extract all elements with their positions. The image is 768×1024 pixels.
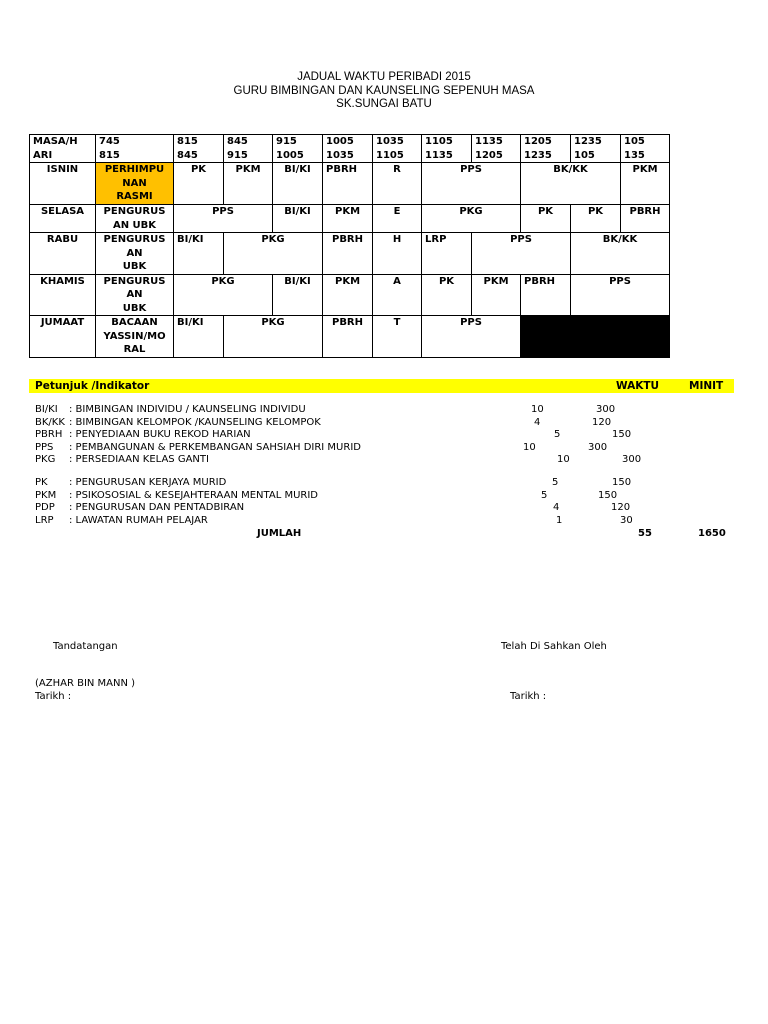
total-minit: 1650 (698, 527, 726, 539)
time-slot: 915 1005 (273, 135, 323, 163)
waktu-value: 10 (557, 454, 570, 466)
minit-value: 150 (598, 489, 618, 501)
header-title: JADUAL WAKTU PERIBADI 2015 (297, 71, 471, 83)
rehat-letter: E (373, 205, 422, 233)
activity-cell: PENGURUS AN UBK (96, 205, 174, 233)
timetable (29, 134, 670, 358)
total-waktu: 55 (638, 527, 652, 539)
activity-cell: BACAAN YASSIN/MO RAL (96, 316, 174, 358)
activity-cell: PKG (422, 205, 521, 233)
timetable-row-khamis (30, 274, 670, 316)
time-slot: 815 845 (174, 135, 224, 163)
activity-cell: PKM (621, 163, 670, 205)
time-slot: 1235 105 (571, 135, 621, 163)
activity-cell: BK/KK (571, 233, 670, 275)
blocked-cell (521, 316, 670, 358)
activity-cell: PERHIMPU NAN RASMI (96, 163, 174, 205)
minit-column-header: MINIT (689, 380, 724, 392)
minit-value: 300 (588, 441, 608, 453)
activity-cell: PKM (323, 274, 373, 316)
activity-cell: PBRH (323, 233, 373, 275)
minit-value: 120 (611, 502, 631, 514)
minit-value: 30 (620, 514, 633, 526)
day-label: ISNIN (30, 163, 96, 205)
activity-cell: BI/KI (174, 316, 224, 358)
activity-cell: PBRH (521, 274, 571, 316)
minit-value: 300 (596, 404, 616, 415)
waktu-value: 4 (553, 502, 560, 514)
date-right-label: Tarikh : (510, 691, 547, 702)
activity-cell: PK (174, 163, 224, 205)
activity-cell: PPS (174, 205, 273, 233)
waktu-value: 10 (523, 441, 536, 453)
activity-cell: BI/KI (273, 163, 323, 205)
activity-cell: PPS (472, 233, 571, 275)
activity-cell: BI/KI (174, 233, 224, 275)
activity-cell: BI/KI (273, 274, 323, 316)
waktu-value: 1 (556, 514, 563, 526)
activity-cell: BI/KI (273, 205, 323, 233)
corner-cell: MASA/H ARI (30, 135, 96, 163)
time-slot: 745 815 (96, 135, 174, 163)
activity-cell: PK (422, 274, 472, 316)
rehat-letter: H (373, 233, 422, 275)
activity-cell: PKM (224, 163, 273, 205)
activity-cell: PKG (224, 316, 323, 358)
time-slot: 1105 1135 (422, 135, 472, 163)
activity-cell: PKM (323, 205, 373, 233)
activity-cell: PBRH (323, 316, 373, 358)
time-slot: 1005 1035 (323, 135, 373, 163)
minit-value: 150 (612, 477, 632, 488)
rehat-letter: R (373, 163, 422, 205)
activity-cell: PENGURUS AN UBK (96, 274, 174, 316)
activity-cell: BK/KK (521, 163, 621, 205)
activity-cell: PBRH (621, 205, 670, 233)
activity-cell: PKG (224, 233, 323, 275)
timetable-row-jumaat (30, 316, 670, 358)
day-label: RABU (30, 233, 96, 275)
document-header (0, 71, 768, 112)
activity-cell: PPS (422, 163, 521, 205)
rehat-letter: T (373, 316, 422, 358)
day-label: SELASA (30, 205, 96, 233)
activity-cell: PK (521, 205, 571, 233)
total-label: JUMLAH (257, 527, 302, 539)
rehat-letter: A (373, 274, 422, 316)
verified-by-label: Telah Di Sahkan Oleh (501, 641, 607, 652)
minit-value: 300 (622, 454, 642, 466)
timetable-header-row (30, 135, 670, 163)
activity-cell: PPS (422, 316, 521, 358)
activity-cell: LRP (422, 233, 472, 275)
indicator-title: Petunjuk /Indikator (35, 380, 150, 392)
waktu-value: 5 (552, 477, 559, 488)
header-subtitle: GURU BIMBINGAN DAN KAUNSELING SEPENUH MASA (233, 84, 535, 97)
activity-cell: PKG (174, 274, 273, 316)
timetable-row-selasa (30, 205, 670, 233)
timetable-row-isnin (30, 163, 670, 205)
waktu-column-header: WAKTU (616, 380, 660, 392)
date-left-label: Tarikh : (35, 691, 72, 702)
minit-value: 150 (612, 429, 632, 441)
time-slot: 1035 1105 (373, 135, 422, 163)
waktu-value: 10 (531, 404, 544, 415)
activity-cell: PPS (571, 274, 670, 316)
header-school: SK.SUNGAI BATU (336, 98, 432, 110)
time-slot: 1135 1205 (472, 135, 521, 163)
time-slot: 845 915 (224, 135, 273, 163)
signature-label: Tandatangan (53, 641, 118, 652)
indicator-header-bar (29, 379, 734, 393)
activity-cell: PK (571, 205, 621, 233)
time-slot: 1205 1235 (521, 135, 571, 163)
waktu-value: 4 (534, 416, 541, 428)
time-slot: 105 135 (621, 135, 670, 163)
day-label: KHAMIS (30, 274, 96, 316)
timetable-row-rabu (30, 233, 670, 275)
waktu-value: 5 (541, 489, 548, 501)
minit-value: 120 (592, 416, 612, 428)
day-label: JUMAAT (30, 316, 96, 358)
activity-cell: PKM (472, 274, 521, 316)
activity-cell: PBRH (323, 163, 373, 205)
waktu-value: 5 (554, 429, 561, 441)
teacher-name: (AZHAR BIN MANN ) (35, 678, 136, 689)
activity-cell: PENGURUS AN UBK (96, 233, 174, 275)
